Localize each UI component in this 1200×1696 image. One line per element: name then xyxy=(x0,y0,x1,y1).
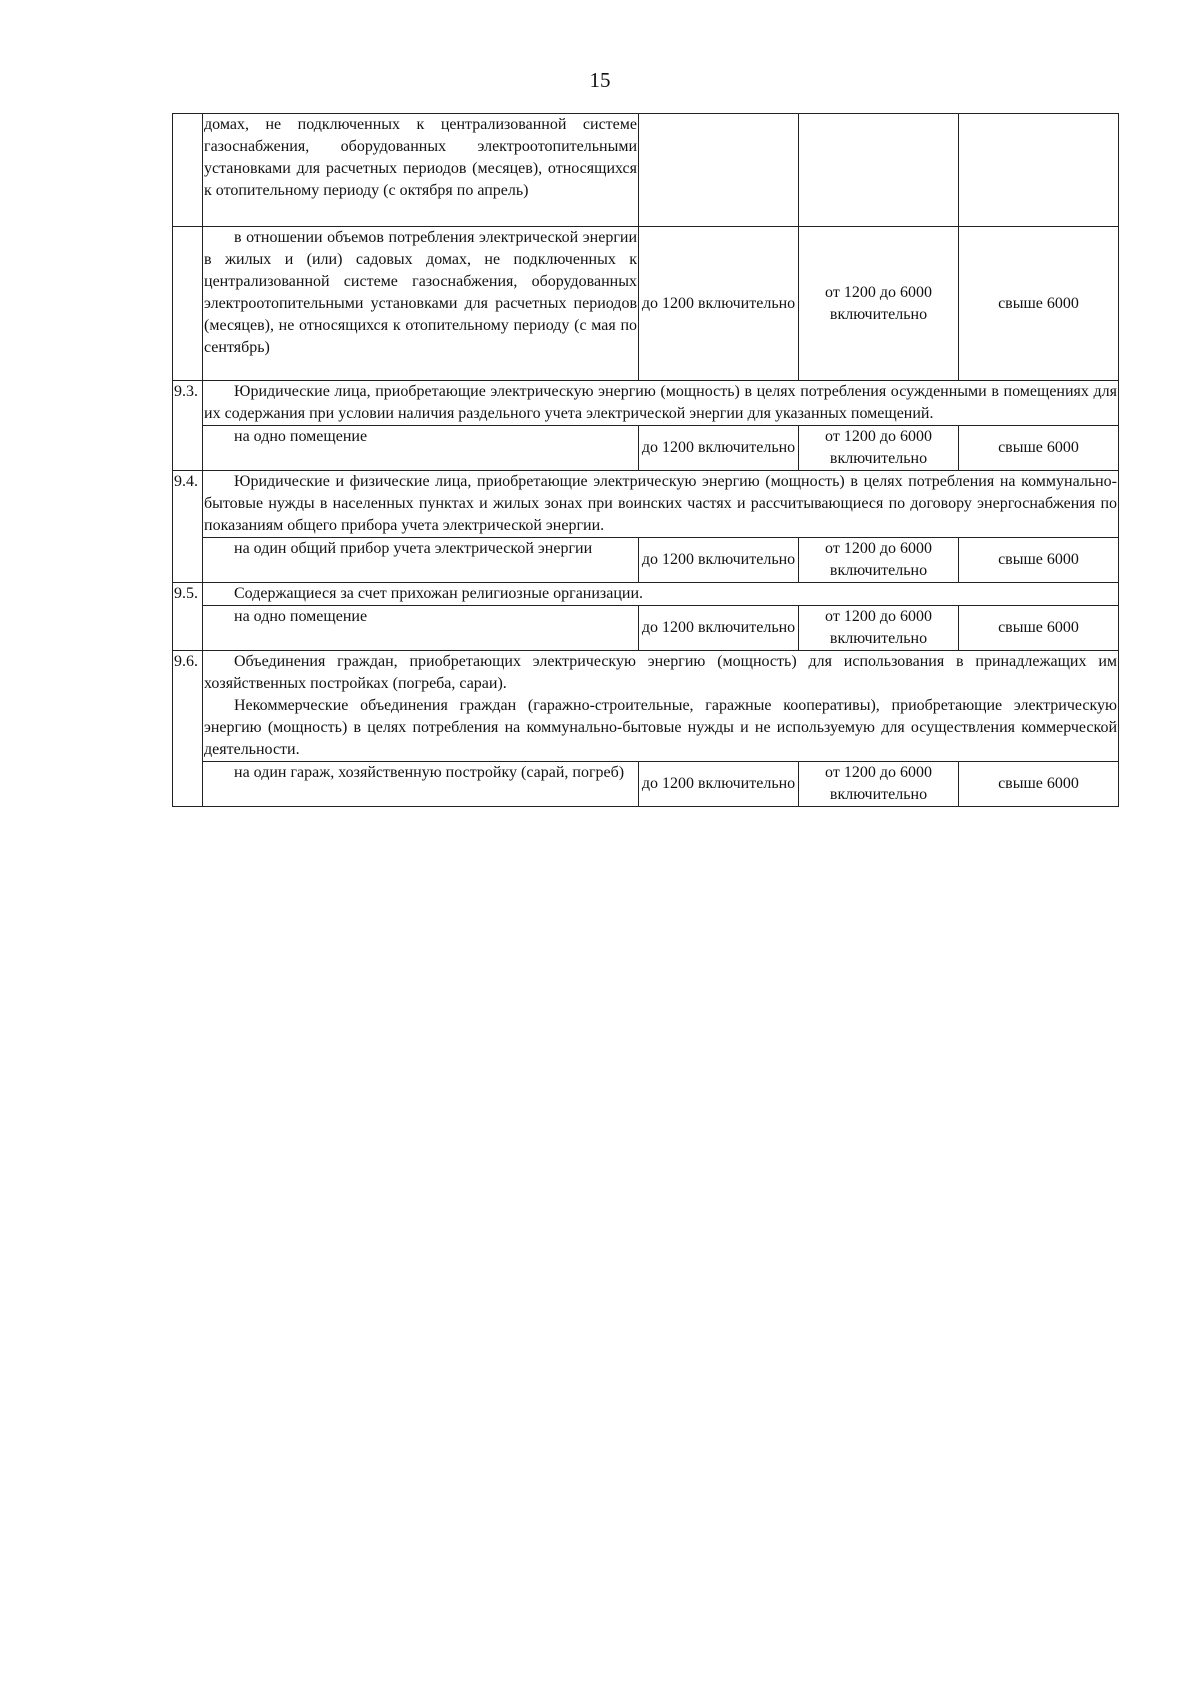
row-number-cell xyxy=(173,114,203,227)
section-heading: Содержащиеся за счет прихожан религиозные организации. xyxy=(203,583,1119,606)
section-heading: Юридические и физические лица, приобретающие электрическую энергию (мощность) в целях потребления на коммунально-бытовые нужды в населенных пунктах и жилых зонах при воинских частях и рассчитывающиеся по договору энергоснабжения по показаниям общего прибора учета электрической энергии. xyxy=(203,471,1119,538)
range-mid-cell: от 1200 до 6000 включительно xyxy=(799,538,959,583)
range-mid-cell xyxy=(799,114,959,227)
range-high-cell: свыше 6000 xyxy=(959,762,1119,807)
section-heading-paragraph: Некоммерческие объединения граждан (гаражно-строительные, гаражные кооперативы), приобретающие электрическую энергию (мощность) в целях потребления на коммунально-бытовые нужды и не используемую для осуществления коммерческой деятельности. xyxy=(204,697,1117,758)
section-heading-row xyxy=(173,651,1119,762)
range-low-cell: до 1200 включительно xyxy=(639,227,799,381)
tariff-table xyxy=(172,113,1119,807)
table-row xyxy=(173,538,1119,583)
range-high-cell: свыше 6000 xyxy=(959,538,1119,583)
row-description: домах, не подключенных к централизованной системе газоснабжения, оборудованных электроотопительными установками для расчетных периодов (месяцев), относящихся к отопительному периоду (с октября по апрель) xyxy=(203,114,639,227)
row-number-cell xyxy=(173,227,203,381)
range-mid-cell: от 1200 до 6000 включительно xyxy=(799,426,959,471)
range-low-cell: до 1200 включительно xyxy=(639,426,799,471)
section-heading-row xyxy=(173,471,1119,538)
range-mid-cell: от 1200 до 6000 включительно xyxy=(799,227,959,381)
table-row xyxy=(173,762,1119,807)
table-row xyxy=(173,227,1119,381)
row-description: на одно помещение xyxy=(203,606,639,651)
range-low-cell xyxy=(639,114,799,227)
section-heading: Юридические лица, приобретающие электрическую энергию (мощность) в целях потребления осужденными в помещениях для их содержания при условии наличия раздельного учета электрической энергии для указанных помещений. xyxy=(203,381,1119,426)
range-mid-cell: от 1200 до 6000 включительно xyxy=(799,606,959,651)
section-heading-row xyxy=(173,583,1119,606)
page-number: 15 xyxy=(589,68,611,92)
section-heading xyxy=(203,651,1119,762)
section-number: 9.3. xyxy=(173,381,203,471)
range-low-cell: до 1200 включительно xyxy=(639,538,799,583)
range-low-cell: до 1200 включительно xyxy=(639,762,799,807)
section-number: 9.6. xyxy=(173,651,203,807)
table-row xyxy=(173,606,1119,651)
section-number: 9.5. xyxy=(173,583,203,651)
range-low-cell: до 1200 включительно xyxy=(639,606,799,651)
row-description: в отношении объемов потребления электрической энергии в жилых и (или) садовых домах, не подключенных к централизованной системе газоснабжения, оборудованных электроотопительными установками для расчетных периодов (месяцев), не относящихся к отопительному периоду (с мая по сентябрь) xyxy=(203,227,639,381)
range-high-cell xyxy=(959,114,1119,227)
range-mid-cell: от 1200 до 6000 включительно xyxy=(799,762,959,807)
table-row xyxy=(173,114,1119,227)
range-high-cell: свыше 6000 xyxy=(959,227,1119,381)
range-high-cell: свыше 6000 xyxy=(959,606,1119,651)
range-high-cell: свыше 6000 xyxy=(959,426,1119,471)
row-description: на один гараж, хозяйственную постройку (сарай, погреб) xyxy=(203,762,639,807)
table-row xyxy=(173,426,1119,471)
row-description: на один общий прибор учета электрической энергии xyxy=(203,538,639,583)
section-heading-row xyxy=(173,381,1119,426)
section-heading-paragraph: Объединения граждан, приобретающих электрическую энергию (мощность) для использования в принадлежащих им хозяйственных постройках (погреба, сараи). xyxy=(204,653,1117,692)
section-number: 9.4. xyxy=(173,471,203,583)
row-description: на одно помещение xyxy=(203,426,639,471)
